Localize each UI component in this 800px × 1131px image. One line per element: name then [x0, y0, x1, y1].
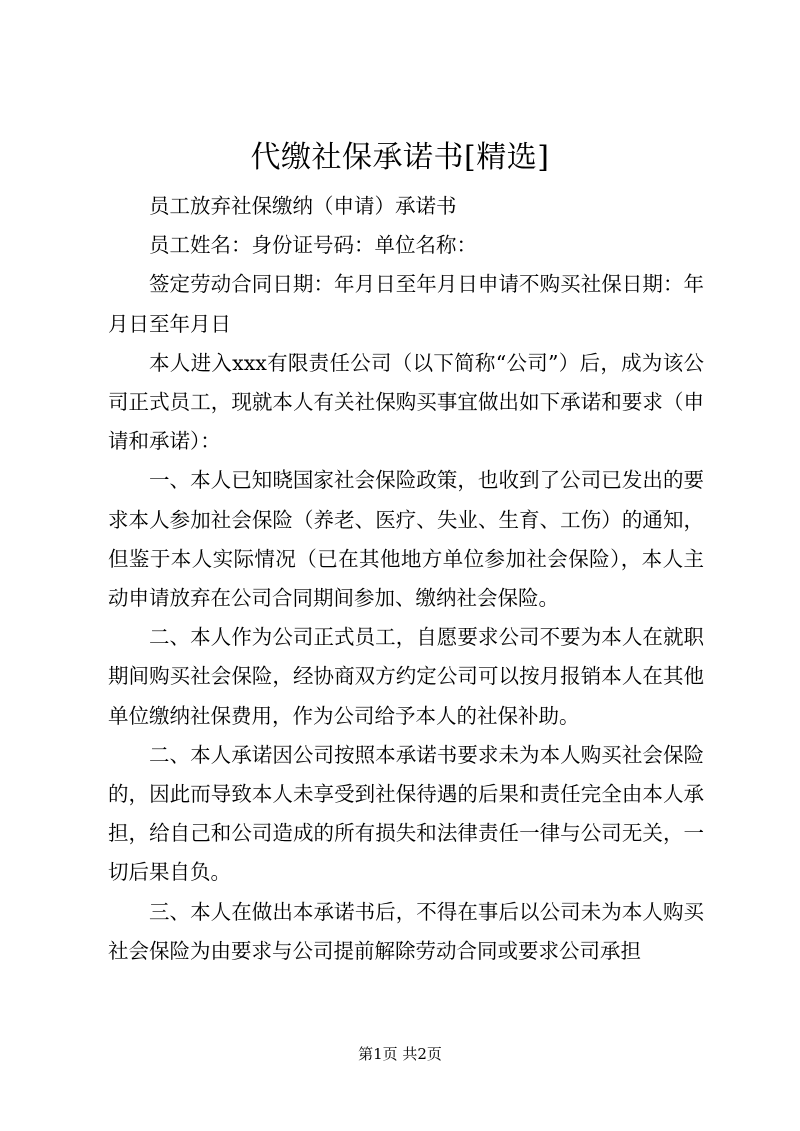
paragraph-intro: 本人进入xxx有限责任公司（以下简称“公司”）后，成为该公司正式员工，现就本人有关社保购买事宜做出如下承诺和要求（申请和承诺）： — [108, 350, 704, 454]
paragraph-clause-2b: 二、本人承诺因公司按照本承诺书要求未为本人购买社会保险的，因此而导致本人未享受到社保待遇的后果和责任完全由本人承担，给自己和公司造成的所有损失和法律责任一律与公司无关，一切后果自负。 — [108, 742, 704, 885]
page-footer: 第1页 共2页 — [358, 1045, 442, 1063]
document-title: 代缴社保承诺书[精选] — [250, 140, 550, 175]
document-body — [108, 187, 704, 971]
paragraph-clause-3: 三、本人在做出本承诺书后，不得在事后以公司未为本人购买社会保险为由要求与公司提前解除劳动合同或要求公司承担 — [108, 899, 704, 963]
paragraph-clause-2: 二、本人作为公司正式员工，自愿要求公司不要为本人在就职期间购买社会保险，经协商双方约定公司可以按月报销本人在其他单位缴纳社保费用，作为公司给予本人的社保补助。 — [108, 625, 704, 728]
paragraph-contract-dates: 签定劳动合同日期：年月日至年月日申请不购买社保日期：年月日至年月日 — [108, 272, 704, 336]
paragraph-clause-1: 一、本人已知晓国家社会保险政策，也收到了公司已发出的要求本人参加社会保险（养老、医疗、失业、生育、工伤）的通知，但鉴于本人实际情况（已在其他地方单位参加社会保险），本人主动申请放弃在公司合同期间参加、缴纳社会保险。 — [108, 468, 704, 611]
paragraph-subtitle: 员工放弃社保缴纳（申请）承诺书 — [149, 194, 457, 218]
paragraph-employee-info: 员工姓名：身份证号码：单位名称： — [149, 233, 477, 258]
